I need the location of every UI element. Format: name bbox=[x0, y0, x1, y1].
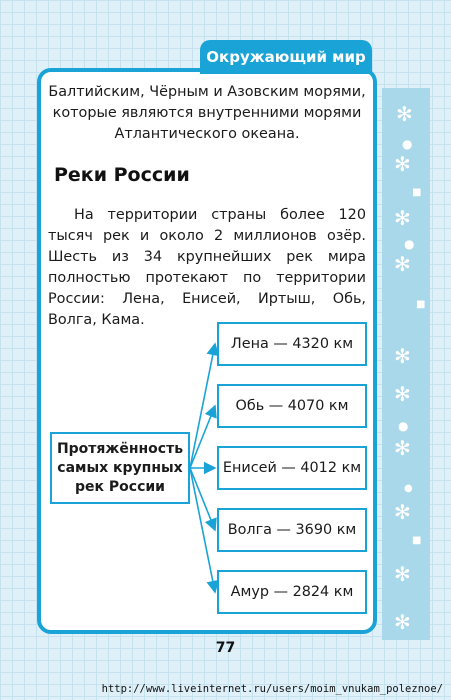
intro-paragraph: Балтийским, Чёрным и Азовским морями, которые являются внутренними морями Атлантического океана. bbox=[48, 84, 366, 142]
snowflake-icon: ✻ bbox=[396, 102, 413, 126]
square-icon: ■ bbox=[412, 535, 422, 546]
arrow-to-ob bbox=[190, 406, 215, 468]
river-box-lena: Лена — 4320 км bbox=[217, 322, 367, 366]
dot-icon: ● bbox=[402, 137, 413, 151]
source-url: http://www.liveinternet.ru/users/moim_vnukam_poleznoe/ bbox=[101, 683, 443, 695]
snowflake-icon: ✻ bbox=[394, 436, 411, 460]
snowflake-icon: ✻ bbox=[394, 610, 411, 634]
arrow-to-lena bbox=[190, 344, 215, 468]
river-box-amur: Амур — 2824 км bbox=[217, 570, 367, 614]
square-icon: ■ bbox=[416, 299, 426, 310]
snowflake-icon: ✻ bbox=[394, 344, 411, 368]
dot-icon: ● bbox=[404, 483, 413, 494]
snowflake-icon: ✻ bbox=[394, 562, 411, 586]
subject-header: Окружающий мир bbox=[200, 40, 372, 74]
snowflake-icon: ✻ bbox=[394, 152, 411, 176]
snowflake-icon: ✻ bbox=[394, 382, 411, 406]
river-box-ob: Обь — 4070 км bbox=[217, 384, 367, 428]
river-box-yenisei: Енисей — 4012 км bbox=[217, 446, 367, 490]
snowflake-icon: ✻ bbox=[394, 252, 411, 276]
dot-icon: ● bbox=[404, 237, 415, 251]
page-number: 77 bbox=[215, 640, 236, 656]
snowflake-icon: ✻ bbox=[394, 206, 411, 230]
arrow-to-amur bbox=[190, 468, 215, 592]
section-heading: Реки России bbox=[54, 164, 190, 186]
square-icon: ■ bbox=[412, 187, 422, 198]
arrow-to-volga bbox=[190, 468, 215, 530]
river-box-volga: Волга — 3690 км bbox=[217, 508, 367, 552]
rivers-paragraph: На территории страны более 120 тысяч рек и около 2 миллионов озёр. Шесть из 34 крупнейших рек мира полностью протекают по территории России: Лена, Енисей, Иртыш, Обь, Волга, Кама. bbox=[48, 207, 366, 328]
dot-icon: ● bbox=[398, 419, 409, 433]
river-length-box: Протяжённость самых крупных рек России bbox=[50, 432, 190, 504]
snowflake-icon: ✻ bbox=[394, 500, 411, 524]
